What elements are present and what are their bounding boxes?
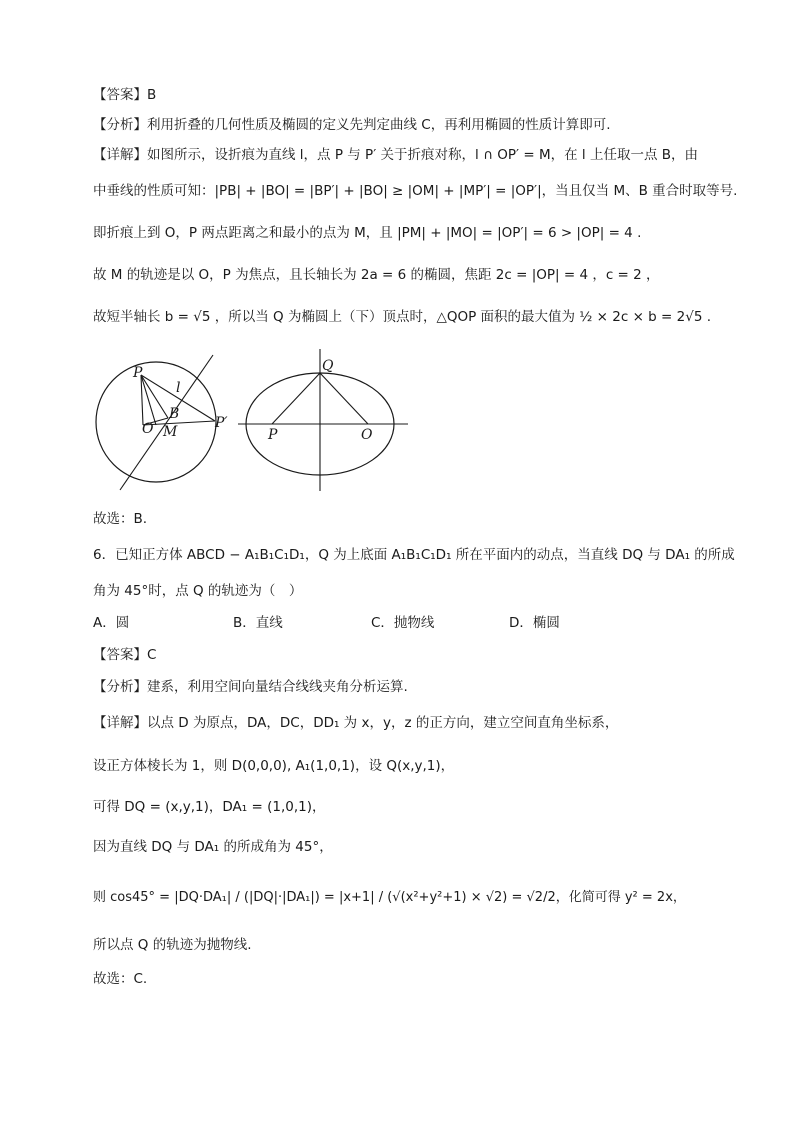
- detail-tag: 【详解】: [93, 715, 147, 731]
- option-d: D．椭圆: [509, 615, 560, 631]
- answer-tag: 【答案】: [93, 87, 147, 103]
- q5-answer-line: [93, 86, 713, 104]
- label-B: B: [169, 406, 180, 422]
- fold-circle-figure: [88, 345, 238, 495]
- answer-tag: 【答案】: [93, 647, 147, 663]
- q6-detail-line-5: 则 cos45° = |DQ·DA₁| / (|DQ|·|DA₁|) = |x+1| / (√(x²+y²+1) × √2) = √2/2，化简可得 y² = 2x，: [93, 890, 686, 905]
- q6-detail-line-4: 因为直线 DQ 与 DA₁ 的所成角为 45°，: [93, 839, 333, 855]
- option-c: C．抛物线: [371, 615, 435, 631]
- label-M: M: [163, 424, 178, 440]
- q6-detail-line-2: 设正方体棱长为 1，则 D(0,0,0), A₁(1,0,1)，设 Q(x,y,1)，: [93, 758, 455, 774]
- q6-stem-line-1: 6．已知正方体 ABCD − A₁B₁C₁D₁，Q 为上底面 A₁B₁C₁D₁ 所在平面内的动点，当直线 DQ 与 DA₁ 的所成: [93, 547, 735, 563]
- answer-value: B: [147, 87, 157, 103]
- q5-detail-line-2: 中垂线的性质可知：|PB| + |BO| = |BP′| + |BO| ≥ |OM| + |MP′| = |OP′|，当且仅当 M、B 重合时取等号.: [93, 183, 738, 199]
- q6-answer-line: [93, 646, 713, 664]
- analysis-tag: 【分析】: [93, 117, 147, 133]
- label-P: P: [133, 365, 143, 381]
- label-O: O: [361, 427, 373, 443]
- analysis-text: 建系，利用空间向量结合线线夹角分析运算.: [147, 679, 408, 695]
- q6-detail-line-1: [93, 714, 713, 732]
- q6-analysis-line: [93, 678, 713, 696]
- detail-tag: 【详解】: [93, 147, 147, 163]
- label-Q: Q: [322, 358, 334, 374]
- option-b: B．直线: [233, 615, 283, 631]
- q5-detail-line-5: 故短半轴长 b = √5 ，所以当 Q 为椭圆上（下）顶点时，△QOP 面积的最大值为 ½ × 2c × b = 2√5 .: [93, 309, 712, 325]
- q5-conclusion: 故选：B.: [93, 511, 148, 527]
- q5-detail-line-1: [93, 146, 713, 164]
- option-a: A．圆: [93, 615, 130, 631]
- q6-detail-line-3: 可得 DQ = (x,y,1)，DA₁ = (1,0,1)，: [93, 799, 326, 815]
- q5-analysis-line: [93, 116, 713, 134]
- q5-detail-line-3: 即折痕上到 O，P 两点距离之和最小的点为 M，且 |PM| + |MO| = |OP′| = 6 > |OP| = 4 .: [93, 225, 642, 241]
- q5-detail-line-4: 故 M 的轨迹是以 O，P 为焦点，且长轴长为 2a = 6 的椭圆，焦距 2c = |OP| = 4 ，c = 2 ，: [93, 267, 660, 283]
- label-l: l: [176, 380, 181, 396]
- label-P-prime: P′: [215, 415, 228, 431]
- q6-conclusion: 故选：C.: [93, 971, 148, 987]
- detail-text-1: 以点 D 为原点，DA，DC，DD₁ 为 x，y，z 的正方向，建立空间直角坐标系，: [147, 715, 619, 731]
- analysis-tag: 【分析】: [93, 679, 147, 695]
- label-P: P: [268, 427, 278, 443]
- detail-text-1: 如图所示，设折痕为直线 l，点 P 与 P′ 关于折痕对称，l ∩ OP′ = M，在 l 上任取一点 B，由: [147, 147, 699, 163]
- answer-value: C: [147, 647, 157, 663]
- q6-stem-line-2: 角为 45°时，点 Q 的轨迹为（ ）: [93, 583, 303, 599]
- q6-detail-line-6: 所以点 Q 的轨迹为抛物线.: [93, 937, 252, 953]
- ellipse-figure: [238, 345, 413, 495]
- label-O: O: [142, 421, 154, 437]
- analysis-text: 利用折叠的几何性质及椭圆的定义先判定曲线 C，再利用椭圆的性质计算即可.: [147, 117, 611, 133]
